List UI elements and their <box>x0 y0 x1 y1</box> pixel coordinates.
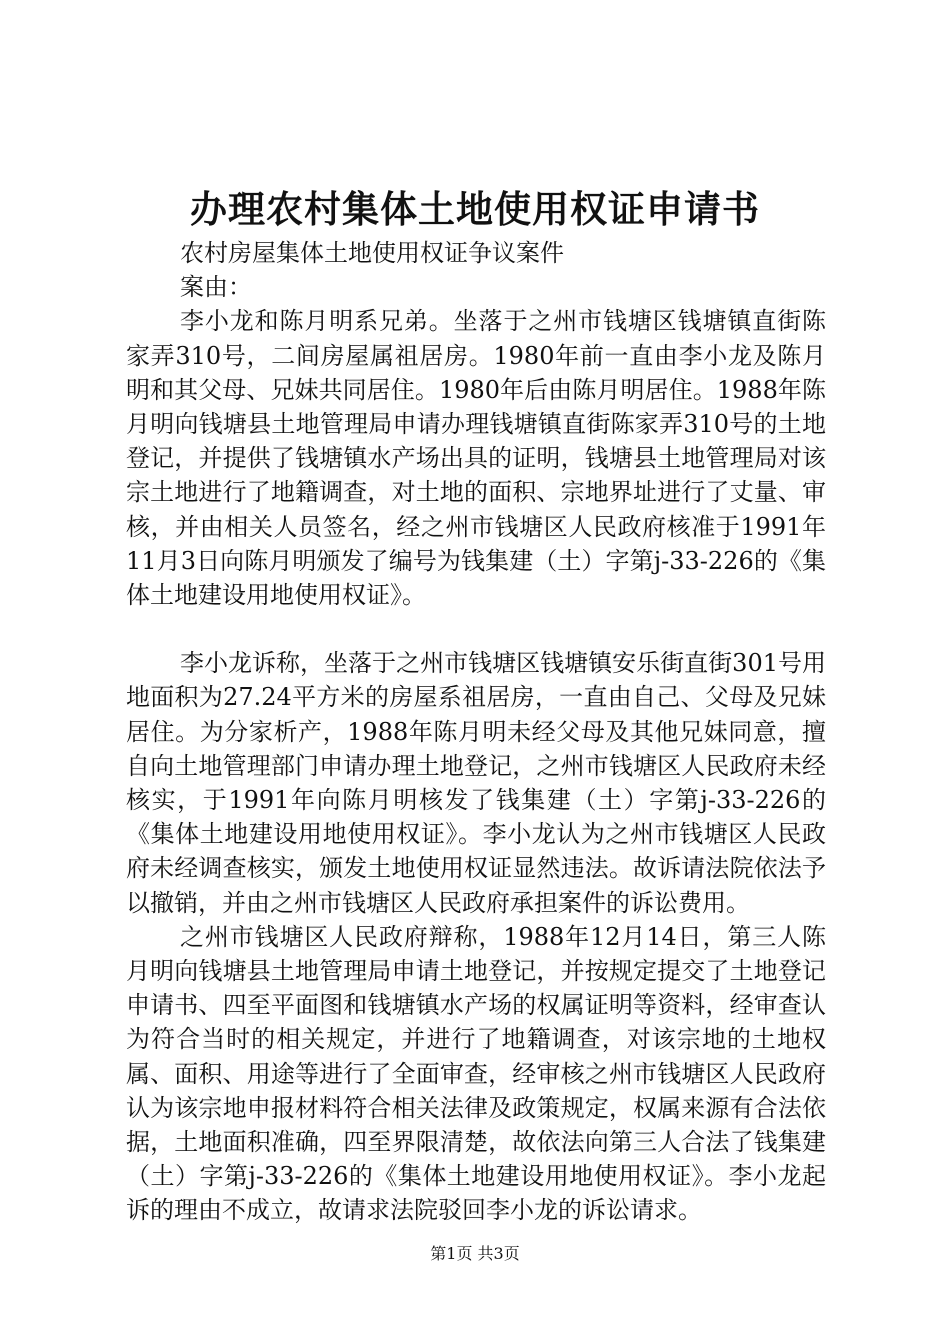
document-title: 办理农村集体土地使用权证申请书 <box>190 187 760 231</box>
case-subtitle: 农村房屋集体土地使用权证争议案件 <box>180 239 564 267</box>
paragraph-defendant-response: 之州市钱塘区人民政府辩称，1988年12月14日，第三人陈月明向钱塘县土地管理局申请土地登记，并按规定提交了土地登记申请书、四至平面图和钱塘镇水产场的权属证明等资料，经审查认为符合当时的相关规定，并进行了地籍调查，对该宗地的土地权属、面积、用途等进行了全面审查，经审核之州市钱塘区人民政府认为该宗地申报材料符合相关法律及政策规定，权属来源有合法依据，土地面积准确，四至界限清楚，故依法向第三人合法了钱集建（土）字第j-33-226的《集体土地建设用地使用权证》。李小龙起诉的理由不成立，故请求法院驳回李小龙的诉讼请求。 <box>126 922 826 1225</box>
paragraph-facts: 李小龙和陈月明系兄弟。坐落于之州市钱塘区钱塘镇直街陈家弄310号，二间房屋属祖居房。1980年前一直由李小龙及陈月明和其父母、兄妹共同居住。1980年后由陈月明居住。1988年陈月明向钱塘县土地管理局申请办理钱塘镇直街陈家弄310号的土地登记，并提供了钱塘镇水产场出具的证明，钱塘县土地管理局对该宗土地进行了地籍调查，对土地的面积、宗地界址进行了丈量、审核，并由相关人员签名，经之州市钱塘区人民政府核准于1991年11月3日向陈月明颁发了编号为钱集建（土）字第j-33-226的《集体土地建设用地使用权证》。 <box>126 307 826 610</box>
page-number-footer: 第1页 共3页 <box>430 1244 520 1263</box>
paragraph-plaintiff-claim: 李小龙诉称，坐落于之州市钱塘区钱塘镇安乐街直街301号用地面积为27.24平方米的房屋系祖居房，一直由自己、父母及兄妹居住。为分家析产，1988年陈月明未经父母及其他兄妹同意，擅自向土地管理部门申请办理土地登记，之州市钱塘区人民政府未经核实，于1991年向陈月明核发了钱集建（土）字第j-33-226的《集体土地建设用地使用权证》。李小龙认为之州市钱塘区人民政府未经调查核实，颁发土地使用权证显然违法。故诉请法院依法予以撤销，并由之州市钱塘区人民政府承担案件的诉讼费用。 <box>126 649 826 917</box>
case-label: 案由： <box>180 273 252 302</box>
document-body <box>126 236 826 1228</box>
